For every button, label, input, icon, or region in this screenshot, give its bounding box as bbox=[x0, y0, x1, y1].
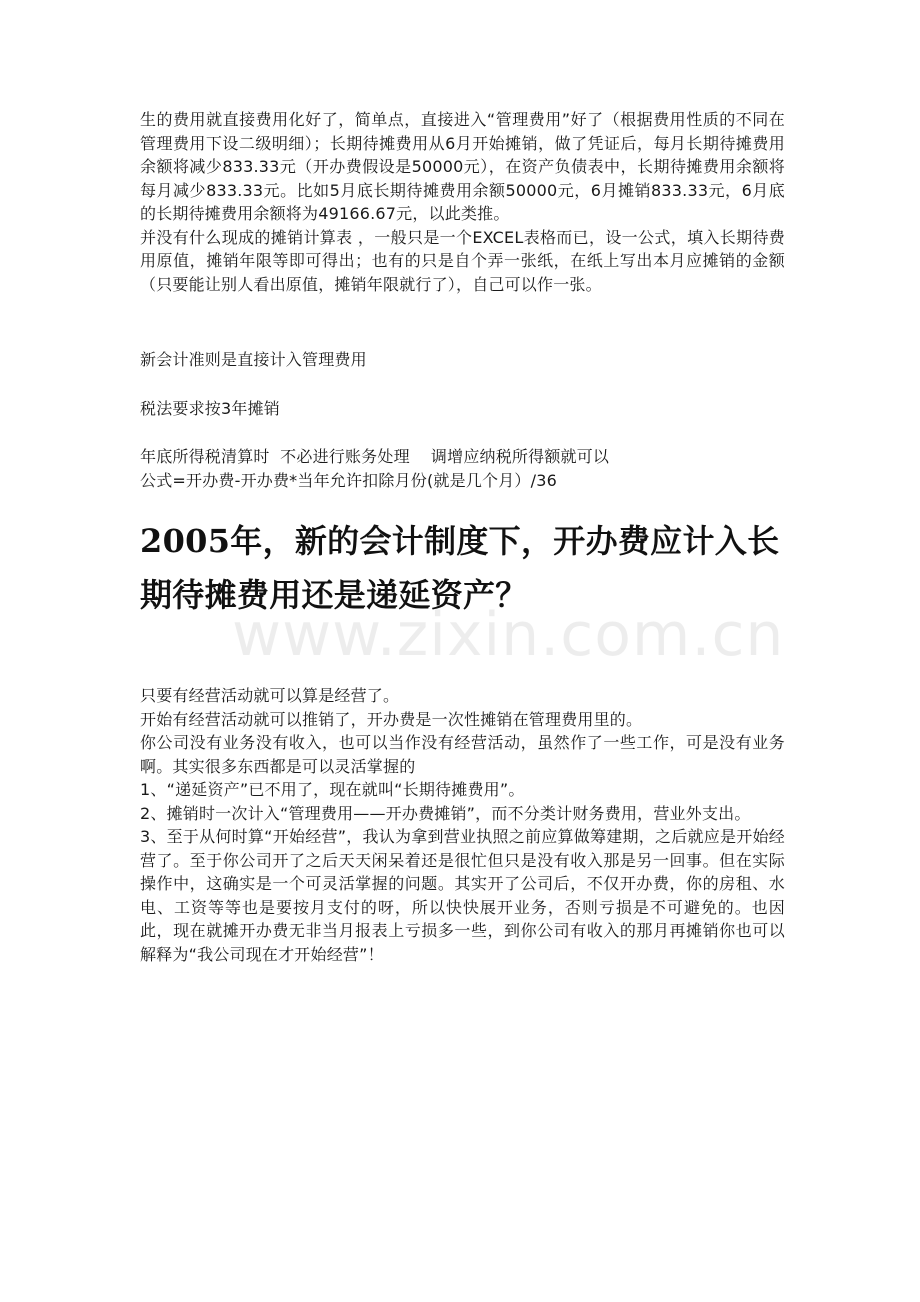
note-formula: 公式=开办费-开办费*当年允许扣除月份(就是几个月）/36 bbox=[140, 470, 557, 490]
note-year-end-tax: 年底所得税清算时 不必进行账务处理 调增应纳税所得额就可以 bbox=[140, 447, 610, 466]
answer-paragraph-1: 只要有经营活动就可以算是经营了。 bbox=[140, 686, 400, 705]
watermark: www.zixin.com.cn bbox=[232, 600, 785, 670]
section-heading: 2005年，新的会计制度下，开办费应计入长期待摊费用还是递延资产？ bbox=[140, 522, 780, 614]
answer-paragraph-2: 开始有经营活动就可以推销了，开办费是一次性摊销在管理费用里的。 bbox=[140, 709, 643, 729]
answer-paragraph-5: 2、摊销时一次计入“管理费用——开办费摊销”，而不分类计财务费用，营业外支出。 bbox=[140, 803, 751, 823]
note-tax-law: 税法要求按3年摊销 bbox=[140, 398, 280, 418]
answer-paragraph-6: 3、至于从何时算“开始经营”，我认为拿到营业执照之前应算做筹建期，之后就应是开始经营了。至于你公司开了之后天天闲呆着还是很忙但只是没有收入那是另一回事。但在实际操作中，这确实是一个可灵活掌握的问题。其实开了公司后，不仅开办费，你的房租、水电、工资等等也是要按月支付的呀，所以快快展开业务，否则亏损是不可避免的。也因此，现在就摊开办费无非当月报表上亏损多一些，到你公司有收入的那月再摊销你也可以解释为“我公司现在才开始经营”！ bbox=[140, 827, 785, 964]
paragraph-calculation-table: 并没有什么现成的摊销计算表 ，一般只是一个EXCEL表格而已，设一公式，填入长期待费用原值，摊销年限等即可得出；也有的只是自个弄一张纸，在纸上写出本月应摊销的金额（只要能让别人看出原值，摊销年限就行了），自己可以作一张。 bbox=[140, 227, 785, 294]
intro-section bbox=[140, 108, 785, 296]
answer-section bbox=[140, 684, 785, 966]
paragraph-amortization-example: 生的费用就直接费用化好了，简单点，直接进入“管理费用”好了（根据费用性质的不同在管理费用下设二级明细）；长期待摊费用从6月开始摊销，做了凭证后，每月长期待摊费用余额将减少833.33元（开办费假设是50000元），在资产负债表中，长期待摊费用余额将每月减少833.33元。比如5月底长期待摊费用余额50000元，6月摊销833.33元，6月底的长期待摊费用余额将为49166.67元，以此类推。 bbox=[140, 110, 785, 223]
note-new-standard: 新会计准则是直接计入管理费用 bbox=[140, 350, 367, 369]
answer-paragraph-4: 1、“递延资产”已不用了，现在就叫“长期待摊费用”。 bbox=[140, 780, 525, 799]
document-body bbox=[140, 108, 785, 966]
answer-paragraph-3: 你公司没有业务没有收入，也可以当作没有经营活动，虽然作了一些工作，可是没有业务啊。其实很多东西都是可以灵活掌握的 bbox=[140, 733, 785, 776]
